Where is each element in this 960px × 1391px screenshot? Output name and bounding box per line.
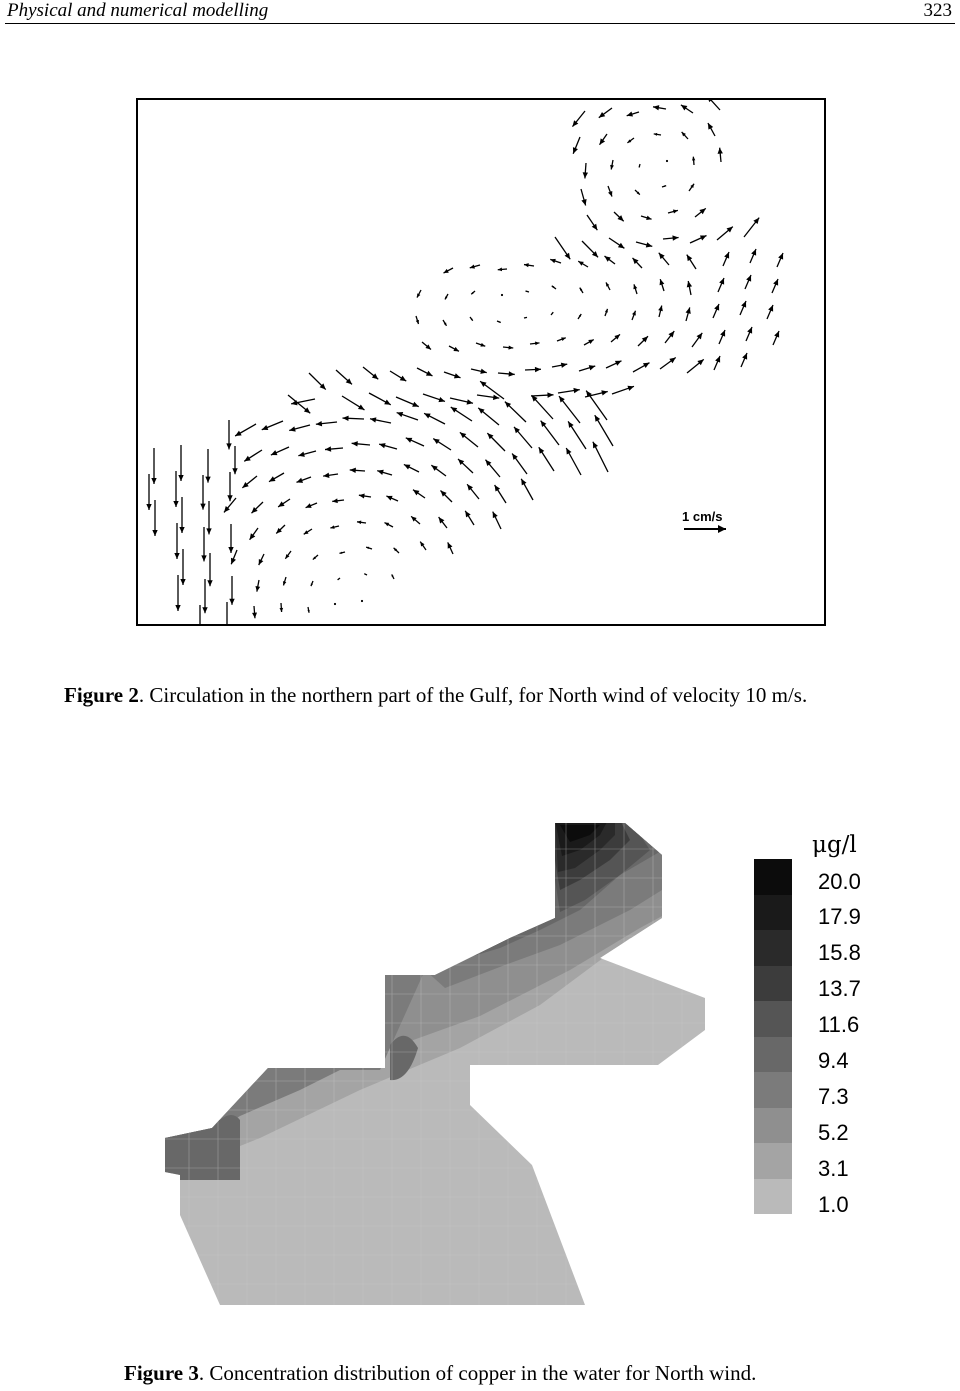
page-header: [0, 0, 960, 26]
page-number: 323: [923, 0, 952, 21]
figure-3-concentration-map: [160, 820, 710, 1315]
figure-2-caption-text: . Circulation in the northern part of the Gulf, for North wind of velocity 10 m/s.: [138, 683, 808, 707]
figure-3-caption-text: . Concentration distribution of copper in the water for North wind.: [198, 1361, 757, 1385]
legend-level-8: 5.2: [818, 1120, 849, 1145]
header-rule: [5, 23, 955, 24]
legend-level-10: 1.0: [818, 1192, 849, 1217]
legend-swatch-5: [754, 1001, 792, 1037]
legend-unit: μg/l: [812, 832, 857, 858]
vector-226: [334, 603, 336, 605]
figure-2-caption: [64, 683, 807, 708]
legend-swatch-10: [754, 1179, 792, 1215]
figure-2-frame: [137, 99, 825, 625]
vector-227: [361, 600, 363, 602]
contour-fill: [160, 820, 710, 1315]
legend-swatch-7: [754, 1072, 792, 1108]
legend-level-3: 15.8: [818, 940, 861, 965]
legend-level-7: 7.3: [818, 1084, 849, 1109]
vector-53: [501, 294, 503, 296]
legend-swatch-8: [754, 1108, 792, 1144]
figure-2-vector-map: [136, 98, 826, 626]
legend-level-9: 3.1: [818, 1156, 849, 1181]
legend-swatch-6: [754, 1037, 792, 1073]
legend-level-4: 13.7: [818, 976, 861, 1001]
figure-3-caption: [124, 1361, 756, 1386]
legend-swatch-4: [754, 966, 792, 1002]
figure-2-label: Figure 2: [64, 683, 139, 707]
legend-swatch-9: [754, 1143, 792, 1179]
legend-swatch-2: [754, 895, 792, 931]
legend-level-5: 11.6: [818, 1012, 860, 1037]
running-title: Physical and numerical modelling: [7, 0, 269, 21]
legend-level-2: 17.9: [818, 904, 861, 929]
vector-16: [666, 160, 668, 162]
legend-swatch-1: [754, 859, 792, 895]
concentration-legend: [754, 832, 914, 1232]
figure-3-label: Figure 3: [124, 1361, 199, 1385]
scale-label: 1 cm/s: [682, 509, 723, 524]
legend-level-6: 9.4: [818, 1048, 849, 1073]
legend-color-bar: [754, 859, 792, 1214]
legend-swatch-3: [754, 930, 792, 966]
legend-level-1: 20.0: [818, 869, 861, 894]
